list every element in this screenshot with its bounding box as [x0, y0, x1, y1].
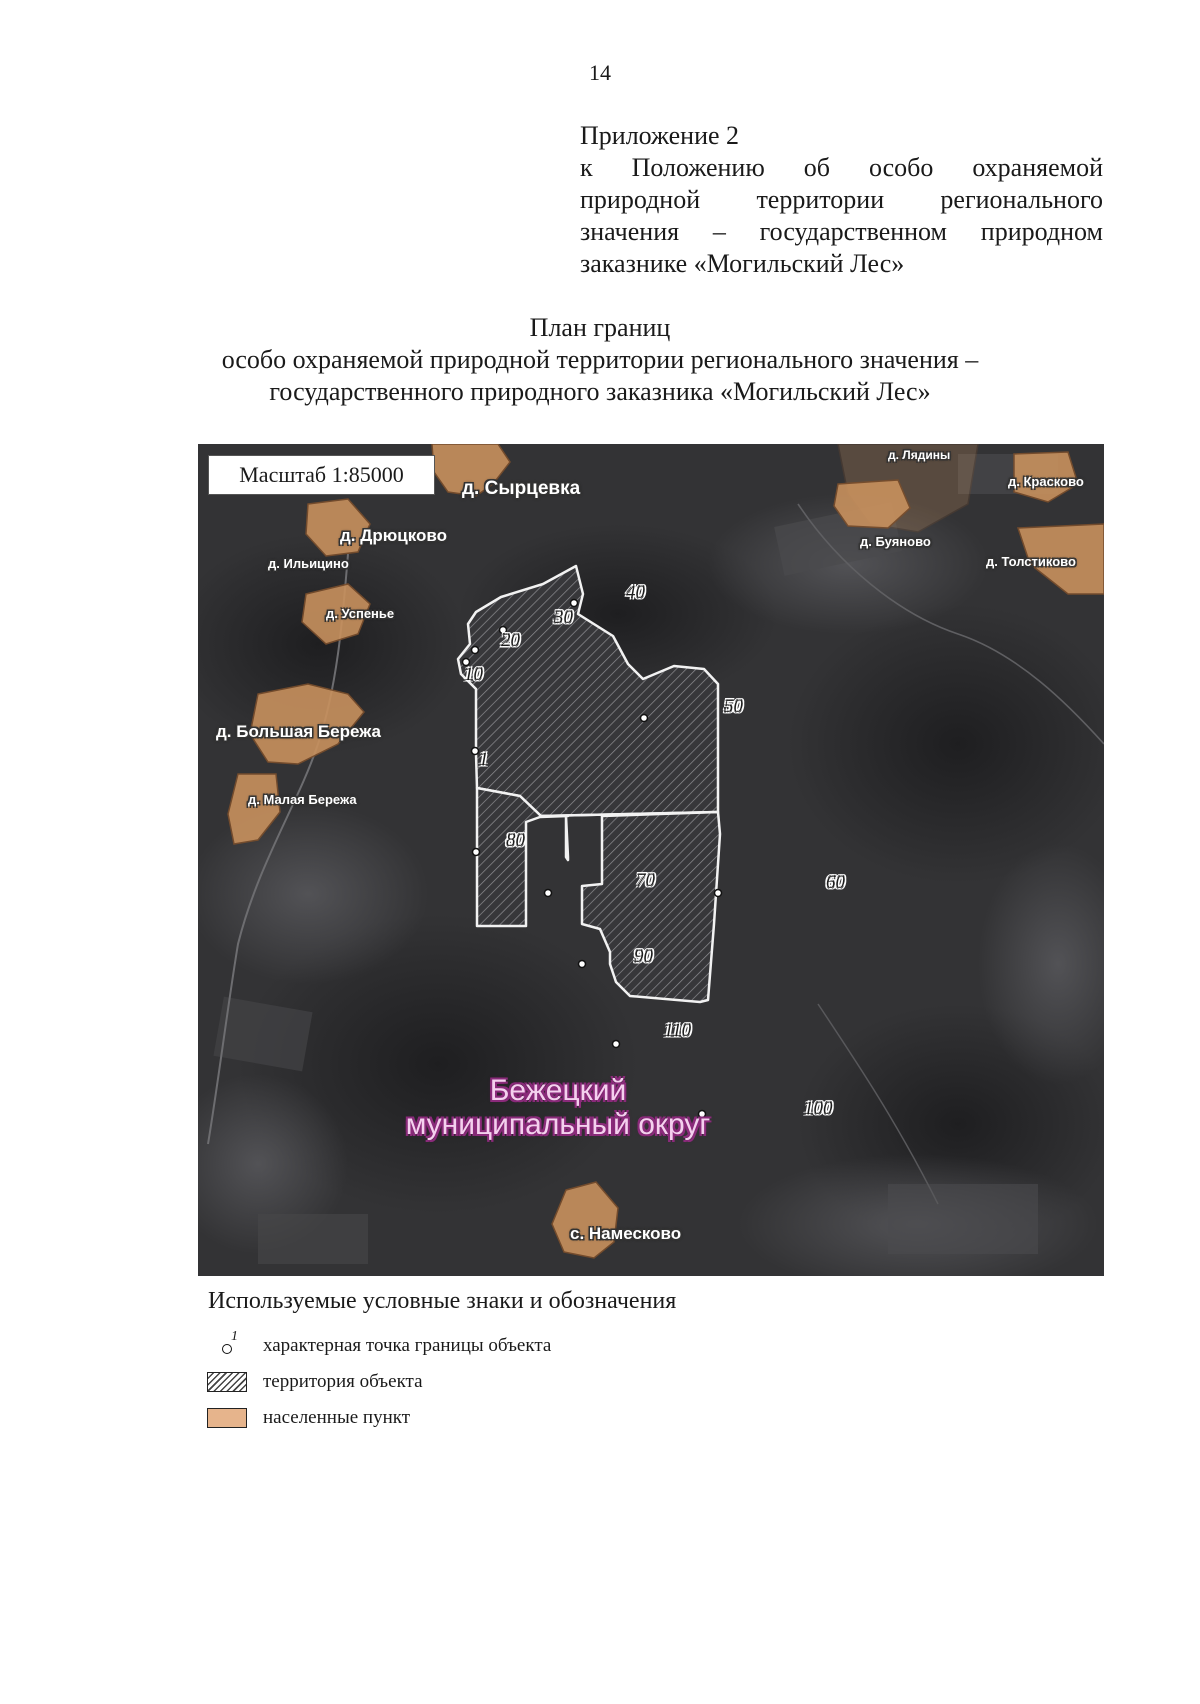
label-bolshaya-berezha: д. Большая Бережа — [216, 722, 381, 741]
legend-item-territory — [207, 1368, 423, 1396]
plan-title-line-1: План границ — [529, 313, 671, 342]
district-label — [298, 1074, 818, 1142]
label-uspenye: д. Успенье — [326, 606, 395, 621]
label-nameskovo: с. Намесково — [570, 1224, 682, 1243]
page-number: 14 — [589, 60, 611, 85]
label-buyanovo: д. Буяново — [860, 534, 931, 549]
appendix-line-1: Приложение 2 — [580, 121, 740, 150]
appendix-line-3: природной территории регионального — [580, 185, 1103, 214]
plan-title-line-2: особо охраняемой природной территории регионального значения – — [221, 345, 979, 374]
label-malaya-berezha: д. Малая Бережа — [248, 792, 357, 807]
settlement-area-icon — [207, 1406, 249, 1430]
point-label-30: 30 — [554, 607, 573, 628]
point-label-90: 90 — [634, 946, 653, 967]
point-label-70: 70 — [636, 870, 655, 891]
label-tolstikovo: д. Толстиково — [986, 554, 1076, 569]
boundary-map — [198, 444, 1104, 1276]
appendix-line-5: заказнике «Могильский Лес» — [580, 249, 905, 278]
label-syrtsevka: д. Сырцевка — [462, 478, 581, 499]
hatched-area-icon — [207, 1370, 249, 1394]
legend-item-boundary-point — [207, 1329, 552, 1360]
appendix-line-2: к Положению об особо охраняемой — [580, 153, 1103, 182]
label-lyadiny: д. Лядины — [888, 448, 951, 462]
legend-label-territory: территория объекта — [263, 1371, 423, 1392]
district-label-line-2: муниципальный округ — [405, 1108, 711, 1141]
boundary-point-icon: 1 — [207, 1334, 249, 1358]
point-label-10: 10 — [464, 664, 483, 685]
point-label-40: 40 — [626, 582, 645, 603]
point-label-100: 100 — [804, 1098, 833, 1119]
point-label-20: 20 — [501, 630, 520, 651]
point-label-1: 1 — [479, 749, 489, 770]
legend-label-settlement: населенные пункт — [263, 1407, 411, 1428]
plan-title — [0, 312, 1200, 408]
map-scale: Масштаб 1:85000 — [208, 455, 435, 495]
point-label-50: 50 — [724, 696, 743, 717]
legend-item-settlement — [207, 1404, 410, 1432]
point-label-80: 80 — [506, 830, 525, 851]
point-label-110: 110 — [664, 1020, 692, 1041]
legend-title: Используемые условные знаки и обозначения — [208, 1288, 677, 1314]
plan-title-line-3: государственного природного заказника «Могильский Лес» — [269, 377, 931, 406]
point-label-60: 60 — [826, 872, 845, 893]
label-dryutskovo: д. Дрюцково — [340, 526, 447, 545]
district-label-line-1: Бежецкий — [489, 1074, 627, 1107]
appendix-line-4: значения – государственном природном — [580, 217, 1103, 246]
label-ilitsino: д. Ильицино — [268, 556, 349, 571]
legend-label-boundary-point: характерная точка границы объекта — [263, 1335, 552, 1356]
label-krasкovo: д. Красково — [1008, 474, 1084, 489]
appendix-header — [580, 120, 1103, 280]
